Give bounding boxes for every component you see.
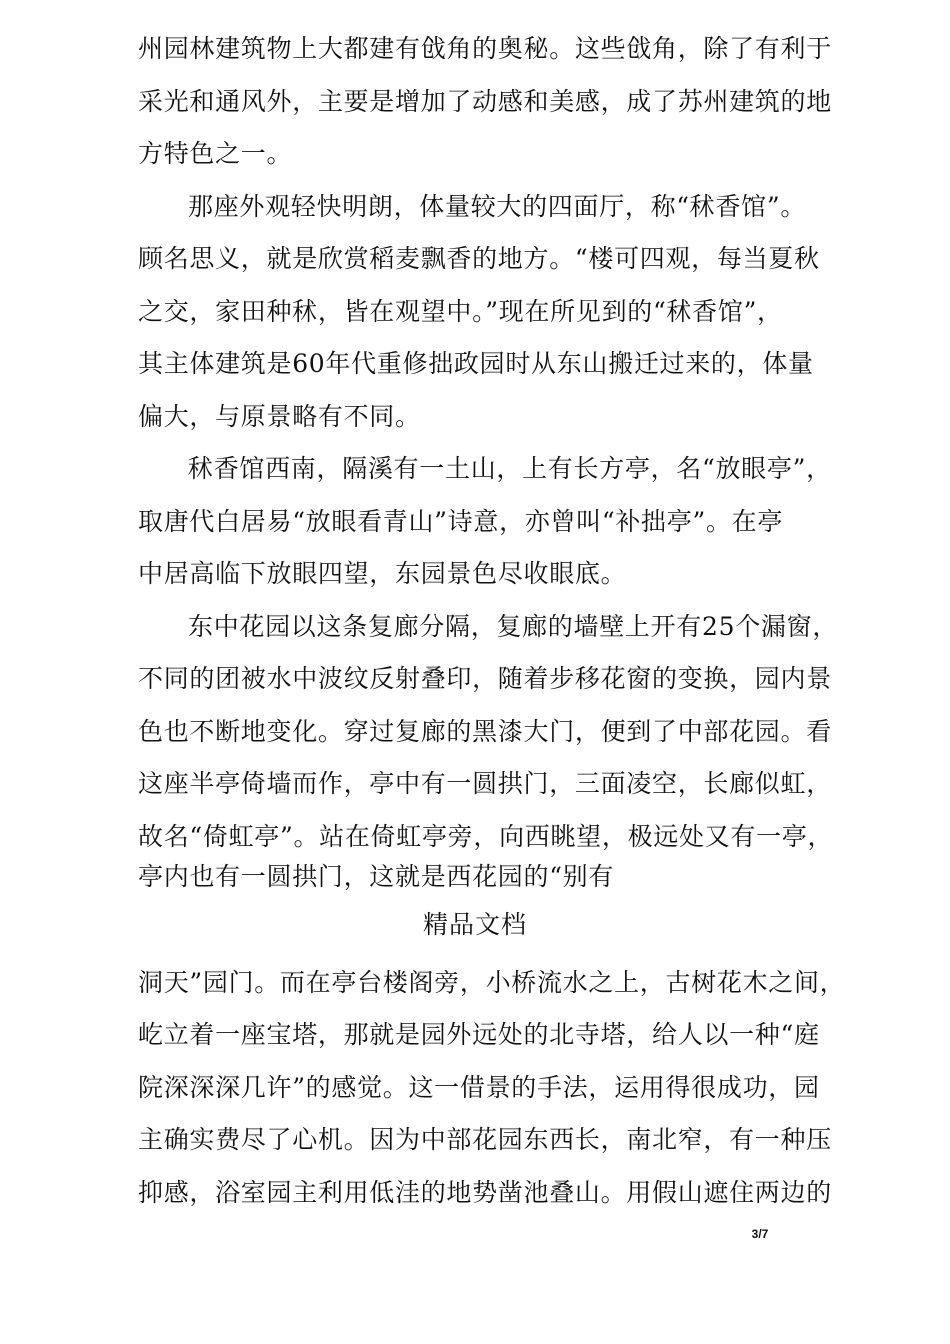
text-line-2: 采光和通风外，主要是增加了动感和美感，成了苏州建筑的地 [138, 87, 832, 116]
text-line-19: 屹立着一座宝塔，那就是园外远处的北寺塔，给人以一种“庭 [138, 1020, 820, 1049]
page-number: 3/7 [751, 1227, 769, 1241]
text-line-16: 故名“倚虹亭”。站在倚虹亭旁，向西眺望，极远处又有一亭， [138, 822, 834, 851]
text-line-14: 色也不断地变化。穿过复廊的黑漆大门，便到了中部花园。看 [138, 717, 832, 746]
text-line-17: 亭内也有一圆拱门，这就是西花园的“别有 [138, 862, 615, 891]
text-line-22: 抑感，浴室园主利用低洼的地势凿池叠山。用假山遮住两边的 [138, 1178, 832, 1207]
watermark-text: 精品文档 [422, 910, 527, 939]
text-line-1: 州园林建筑物上大都建有戗角的奥秘。这些戗角，除了有利于 [138, 34, 832, 63]
text-line-4: 那座外观轻快明朗，体量较大的四面厅，称“秫香馆”。 [188, 192, 807, 221]
text-line-12: 东中花园以这条复廊分隔，复廊的墙壁上开有25个漏窗， [188, 612, 839, 641]
text-line-18: 洞天”园门。而在亭台楼阁旁，小桥流水之上，古树花木之间， [138, 968, 846, 997]
text-line-7: 其主体建筑是60年代重修拙政园时从东山搬迁过来的，体量 [138, 349, 814, 378]
text-line-3: 方特色之一。 [138, 139, 293, 168]
text-line-21: 主确实费尽了心机。因为中部花园东西长，南北窄，有一种压 [138, 1125, 832, 1154]
text-line-9: 秫香馆西南，隔溪有一土山，上有长方亭，名“放眼亭”， [188, 454, 832, 483]
text-line-15: 这座半亭倚墙而作，亭中有一圆拱门，三面凌空，长廊似虹， [138, 769, 832, 798]
text-line-6: 之交，家田种秫，皆在观望中。”现在所见到的“秫香馆”， [138, 297, 783, 326]
text-line-8: 偏大，与原景略有不同。 [138, 402, 421, 431]
text-line-10: 取唐代白居易“放眼看青山”诗意，亦曾叫“补拙亭”。在亭 [138, 507, 784, 536]
text-line-5: 顾名思义，就是欣赏稻麦飘香的地方。“楼可四观，每当夏秋 [138, 244, 820, 273]
text-line-20: 院深深深几许”的感觉。这一借景的手法，运用得很成功，园 [138, 1073, 820, 1102]
text-line-13: 不同的团被水中波纹反射叠印，随着步移花窗的变换，园内景 [138, 664, 832, 693]
text-line-11: 中居高临下放眼四望，东园景色尽收眼底。 [138, 559, 627, 588]
